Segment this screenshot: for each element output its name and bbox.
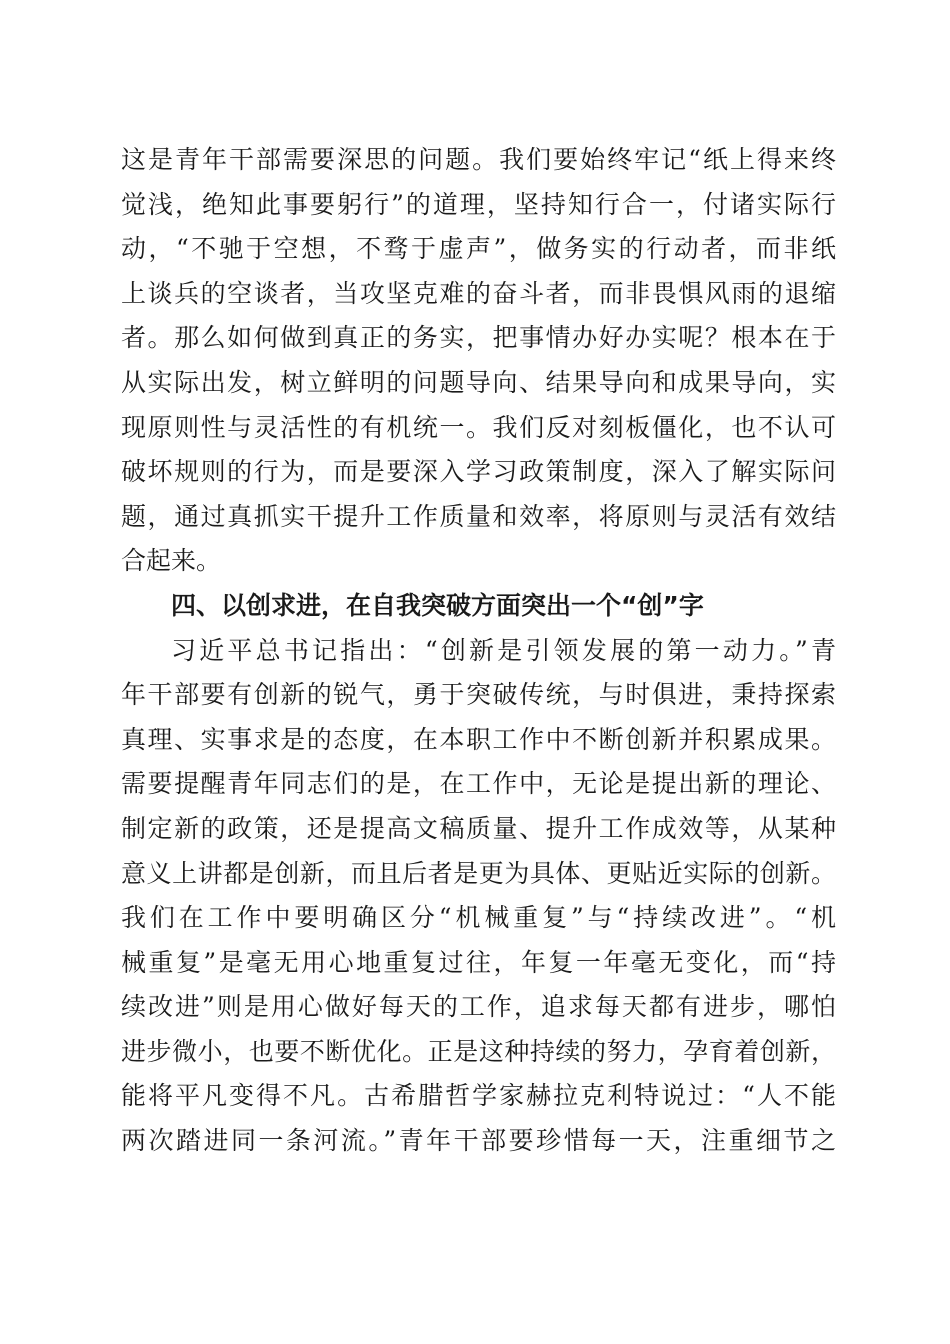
text-line: 习近平总书记指出：“创新是引领发展的第一动力。”青 [171,635,836,665]
text-line: 上谈兵的空谈者，当攻坚克难的奋斗者，而非畏惧风雨的退缩 [121,278,836,308]
text-line: 械重复”是毫无用心地重复过往，年复一年毫无变化，而“持 [121,947,836,977]
text-line: 真理、实事求是的态度，在本职工作中不断创新并积累成果。 [121,724,836,754]
paragraph-1 [121,138,836,584]
text-line: 题，通过真抓实干提升工作质量和效率，将原则与灵活有效结 [121,501,836,531]
text-line: 年干部要有创新的锐气，勇于突破传统，与时俱进，秉持探索 [121,680,836,710]
text-line: 两次踏进同一条河流。”青年干部要珍惜每一天，注重细节之 [121,1126,836,1156]
document-body [121,138,836,1164]
text-line: 需要提醒青年同志们的是，在工作中，无论是提出新的理论、 [121,769,836,799]
text-line: 觉浅，绝知此事要躬行”的道理，坚持知行合一，付诸实际行 [121,189,836,219]
text-line: 进步微小，也要不断优化。正是这种持续的努力，孕育着创新， [121,1036,836,1066]
paragraph-2 [121,629,836,1164]
text-line: 者。那么如何做到真正的务实，把事情办好办实呢？根本在于 [121,323,836,353]
text-line: 能将平凡变得不凡。古希腊哲学家赫拉克利特说过：“人不能 [121,1081,836,1111]
text-line: 我们在工作中要明确区分“机械重复”与“持续改进”。“机 [121,903,836,933]
section-heading: 四、以创求进，在自我突破方面突出一个“创”字 [171,590,704,620]
text-line: 破坏规则的行为，而是要深入学习政策制度，深入了解实际问 [121,457,836,487]
text-line: 制定新的政策，还是提高文稿质量、提升工作成效等，从某种 [121,813,836,843]
text-line: 意义上讲都是创新，而且后者是更为具体、更贴近实际的创新。 [121,858,836,888]
text-line: 动，“不驰于空想，不骛于虚声”，做务实的行动者，而非纸 [121,234,836,264]
text-line: 从实际出发，树立鲜明的问题导向、结果导向和成果导向，实 [121,367,836,397]
text-line: 这是青年干部需要深思的问题。我们要始终牢记“纸上得来终 [121,145,836,174]
text-line: 续改进”则是用心做好每天的工作，追求每天都有进步，哪怕 [121,992,836,1022]
text-line: 现原则性与灵活性的有机统一。我们反对刻板僵化，也不认可 [121,412,836,442]
text-line: 合起来。 [121,546,222,576]
